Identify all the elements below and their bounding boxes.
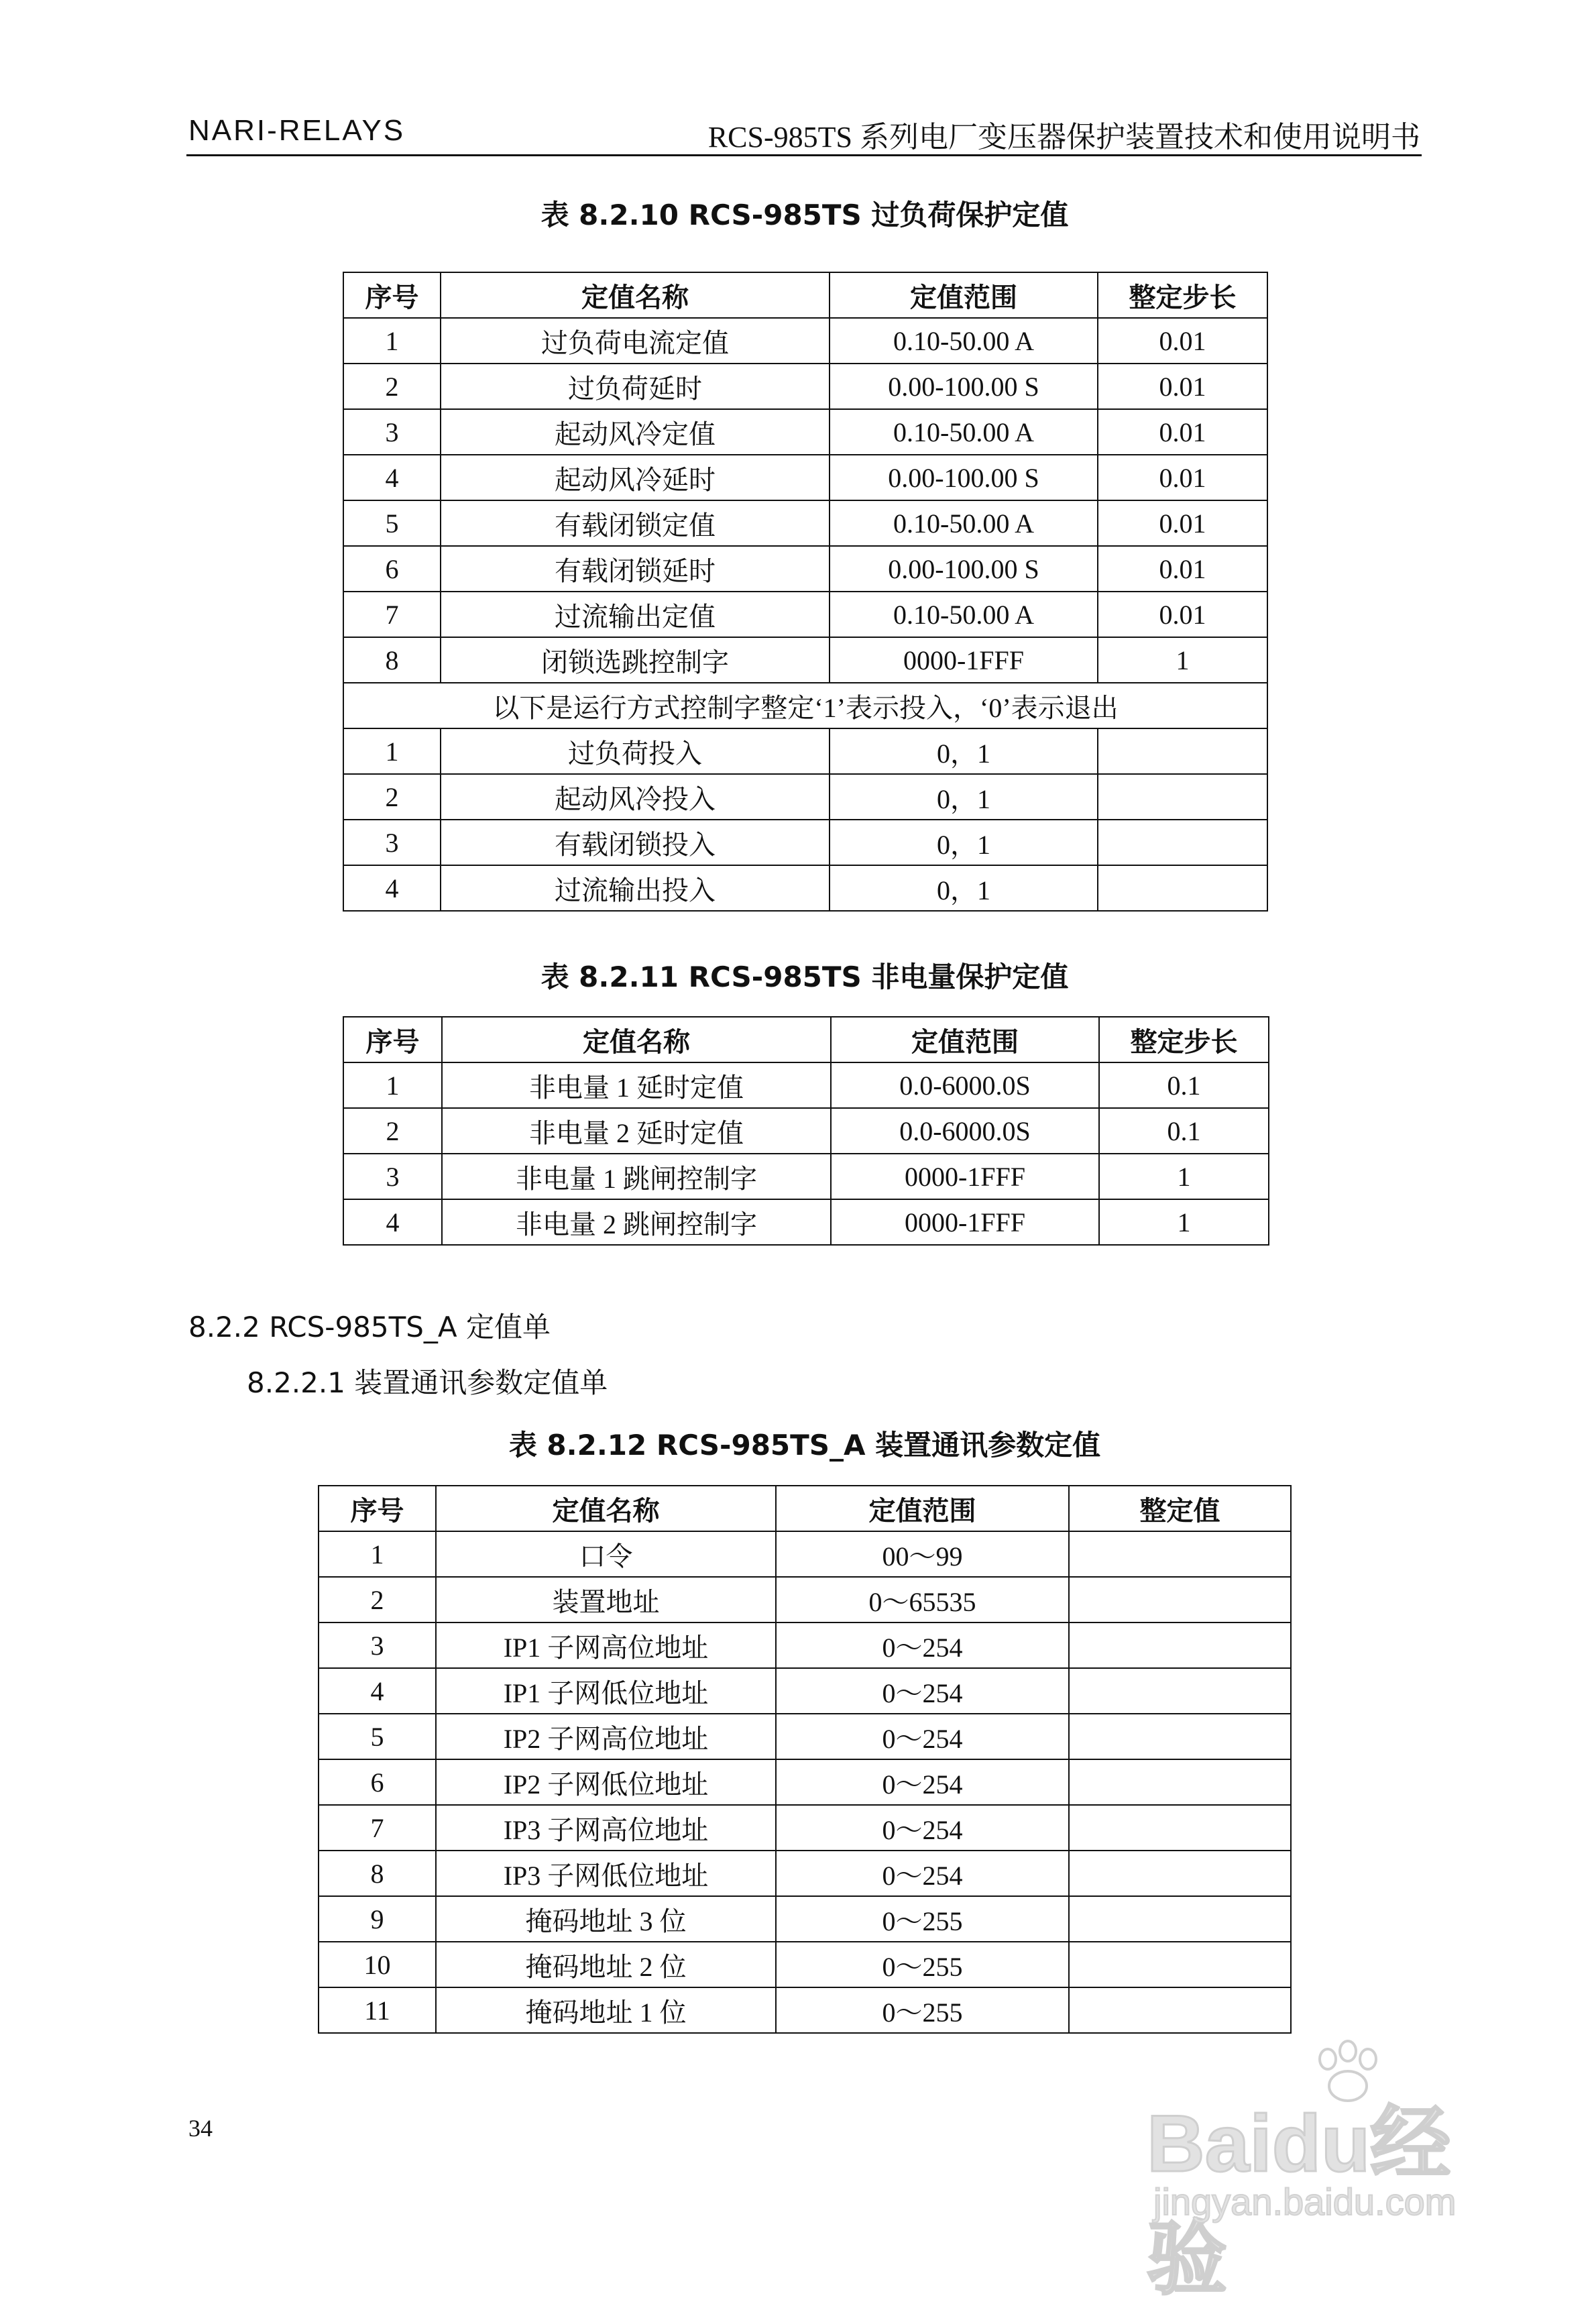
cell-index: 9 — [319, 1896, 436, 1942]
column-header-setting-step: 整定步长 — [1098, 272, 1267, 318]
communication-settings-table — [318, 1485, 1292, 2034]
table-row — [343, 637, 1267, 683]
table-row — [319, 1759, 1291, 1805]
table1-caption: 表 8.2.10 RCS-985TS 过负荷保护定值 — [540, 199, 1069, 231]
table-row — [343, 820, 1267, 865]
cell-setting-step: 0.01 — [1098, 409, 1267, 455]
cell-index: 3 — [319, 1622, 436, 1668]
cell-setting-step: 0.01 — [1098, 364, 1267, 409]
cell-setting-range: 0.00-100.00 S — [830, 455, 1098, 500]
column-header-index: 序号 — [319, 1486, 436, 1531]
table-note-row — [343, 683, 1267, 728]
cell-setting-range: 0～254 — [776, 1714, 1069, 1759]
watermark-logo: Baidu经验 — [1147, 2099, 1451, 2304]
cell-setting-name: IP1 子网高位地址 — [436, 1622, 776, 1668]
column-header-setting-name: 定值名称 — [441, 272, 830, 318]
cell-setting-step: 1 — [1098, 637, 1267, 683]
baidu-watermark — [1140, 2039, 1516, 2304]
cell-index: 1 — [343, 318, 441, 364]
cell-setting-name: IP1 子网低位地址 — [436, 1668, 776, 1714]
cell-setting-name: 过流输出定值 — [441, 592, 830, 637]
cell-index: 1 — [343, 1062, 442, 1108]
cell-setting-name: 非电量 2 延时定值 — [442, 1108, 831, 1154]
column-header-setting-step: 整定值 — [1069, 1486, 1291, 1531]
cell-setting-range: 0.10-50.00 A — [830, 500, 1098, 546]
table-header-row — [343, 272, 1267, 318]
table-header-row — [319, 1486, 1291, 1531]
cell-index: 1 — [343, 728, 441, 774]
cell-setting-step — [1069, 1577, 1291, 1622]
cell-setting-range: 0～255 — [776, 1987, 1069, 2033]
table3-caption: 表 8.2.12 RCS-985TS_A 装置通讯参数定值 — [508, 1429, 1101, 1462]
cell-setting-range: 0～254 — [776, 1759, 1069, 1805]
table-row — [319, 1851, 1291, 1896]
cell-setting-step — [1069, 1896, 1291, 1942]
table-row — [319, 1622, 1291, 1668]
cell-setting-name: 起动风冷延时 — [441, 455, 830, 500]
cell-setting-name: 有载闭锁定值 — [441, 500, 830, 546]
cell-setting-name: 口令 — [436, 1531, 776, 1577]
cell-index: 8 — [319, 1851, 436, 1896]
cell-setting-range: 0.10-50.00 A — [830, 592, 1098, 637]
cell-setting-range: 0.0-6000.0S — [831, 1062, 1099, 1108]
table-row — [343, 592, 1267, 637]
header-divider — [186, 154, 1422, 156]
cell-setting-name: 过负荷延时 — [441, 364, 830, 409]
cell-setting-step: 1 — [1099, 1154, 1269, 1199]
cell-index: 4 — [343, 455, 441, 500]
table-row — [343, 364, 1267, 409]
column-header-index: 序号 — [343, 1017, 442, 1062]
cell-setting-range: 0～255 — [776, 1896, 1069, 1942]
cell-setting-step: 0.1 — [1099, 1062, 1269, 1108]
cell-setting-name: IP3 子网低位地址 — [436, 1851, 776, 1896]
cell-index: 4 — [319, 1668, 436, 1714]
table-row — [343, 1154, 1269, 1199]
cell-setting-range: 0～254 — [776, 1805, 1069, 1851]
cell-setting-step: 0.01 — [1098, 455, 1267, 500]
cell-setting-name: 有载闭锁延时 — [441, 546, 830, 592]
cell-setting-range: 0，1 — [830, 728, 1098, 774]
cell-setting-name: IP2 子网低位地址 — [436, 1759, 776, 1805]
cell-setting-name: IP2 子网高位地址 — [436, 1714, 776, 1759]
cell-setting-name: 有载闭锁投入 — [441, 820, 830, 865]
overload-settings-table — [343, 272, 1268, 912]
table-row — [343, 728, 1267, 774]
table-row — [343, 865, 1267, 911]
subsection-heading: 8.2.2.1 装置通讯参数定值单 — [247, 1366, 608, 1399]
section-heading: 8.2.2 RCS-985TS_A 定值单 — [188, 1311, 551, 1343]
table-row — [319, 1668, 1291, 1714]
cell-setting-name: 起动风冷投入 — [441, 774, 830, 820]
cell-index: 7 — [343, 592, 441, 637]
cell-setting-range: 0.00-100.00 S — [830, 546, 1098, 592]
cell-setting-name: 非电量 1 延时定值 — [442, 1062, 831, 1108]
cell-setting-name: 掩码地址 3 位 — [436, 1896, 776, 1942]
cell-setting-range: 0.10-50.00 A — [830, 318, 1098, 364]
cell-index: 3 — [343, 1154, 442, 1199]
header-brand: NARI-RELAYS — [188, 114, 406, 147]
table-row — [343, 318, 1267, 364]
table-row — [319, 1987, 1291, 2033]
cell-setting-step — [1098, 865, 1267, 911]
cell-setting-step: 0.01 — [1098, 500, 1267, 546]
cell-setting-step — [1069, 1987, 1291, 2033]
cell-setting-step — [1069, 1531, 1291, 1577]
cell-setting-step — [1098, 774, 1267, 820]
cell-setting-name: 过流输出投入 — [441, 865, 830, 911]
cell-index: 2 — [343, 774, 441, 820]
cell-setting-step: 1 — [1099, 1199, 1269, 1245]
column-header-index: 序号 — [343, 272, 441, 318]
table-row — [343, 409, 1267, 455]
cell-index: 10 — [319, 1942, 436, 1987]
column-header-setting-range: 定值范围 — [830, 272, 1098, 318]
cell-index: 3 — [343, 820, 441, 865]
cell-index: 4 — [343, 865, 441, 911]
cell-setting-step — [1069, 1759, 1291, 1805]
cell-index: 3 — [343, 409, 441, 455]
cell-setting-range: 00～99 — [776, 1531, 1069, 1577]
cell-setting-range: 0，1 — [830, 865, 1098, 911]
cell-setting-step — [1069, 1851, 1291, 1896]
cell-setting-range: 0000-1FFF — [831, 1199, 1099, 1245]
cell-setting-range: 0，1 — [830, 774, 1098, 820]
column-header-setting-range: 定值范围 — [831, 1017, 1099, 1062]
cell-index: 2 — [319, 1577, 436, 1622]
cell-index: 2 — [343, 364, 441, 409]
table-row — [343, 500, 1267, 546]
cell-setting-range: 0～254 — [776, 1851, 1069, 1896]
column-header-setting-name: 定值名称 — [442, 1017, 831, 1062]
cell-setting-range: 0～254 — [776, 1668, 1069, 1714]
table-row — [319, 1942, 1291, 1987]
cell-setting-step — [1098, 820, 1267, 865]
table2-caption: 表 8.2.11 RCS-985TS 非电量保护定值 — [540, 960, 1069, 993]
cell-index: 7 — [319, 1805, 436, 1851]
cell-setting-step: 0.1 — [1099, 1108, 1269, 1154]
cell-setting-name: 过负荷电流定值 — [441, 318, 830, 364]
cell-setting-name: 装置地址 — [436, 1577, 776, 1622]
cell-setting-step: 0.01 — [1098, 318, 1267, 364]
cell-setting-range: 0～65535 — [776, 1577, 1069, 1622]
cell-index: 6 — [319, 1759, 436, 1805]
cell-index: 8 — [343, 637, 441, 683]
table-row — [319, 1805, 1291, 1851]
table-row — [343, 774, 1267, 820]
cell-index: 1 — [319, 1531, 436, 1577]
cell-setting-range: 0.10-50.00 A — [830, 409, 1098, 455]
table-row — [319, 1577, 1291, 1622]
cell-setting-range: 0.0-6000.0S — [831, 1108, 1099, 1154]
cell-setting-name: 非电量 1 跳闸控制字 — [442, 1154, 831, 1199]
cell-index: 6 — [343, 546, 441, 592]
table-row — [343, 546, 1267, 592]
cell-setting-step — [1069, 1942, 1291, 1987]
cell-setting-range: 0～254 — [776, 1622, 1069, 1668]
table-row — [343, 1062, 1269, 1108]
column-header-setting-step: 整定步长 — [1099, 1017, 1269, 1062]
cell-setting-step — [1069, 1805, 1291, 1851]
cell-setting-step: 0.01 — [1098, 592, 1267, 637]
watermark-url: jingyan.baidu.com — [1153, 2181, 1457, 2223]
cell-setting-range: 0～255 — [776, 1942, 1069, 1987]
cell-setting-name: IP3 子网高位地址 — [436, 1805, 776, 1851]
page-number: 34 — [188, 2115, 213, 2142]
cell-index: 5 — [343, 500, 441, 546]
cell-setting-step — [1069, 1714, 1291, 1759]
cell-setting-name: 起动风冷定值 — [441, 409, 830, 455]
cell-setting-name: 掩码地址 2 位 — [436, 1942, 776, 1987]
cell-setting-range: 0000-1FFF — [830, 637, 1098, 683]
table-row — [343, 455, 1267, 500]
cell-index: 5 — [319, 1714, 436, 1759]
cell-setting-step — [1069, 1668, 1291, 1714]
table-note: 以下是运行方式控制字整定‘1’表示投入，‘0’表示退出 — [343, 683, 1267, 728]
non-electrical-settings-table — [343, 1016, 1269, 1246]
table-header-row — [343, 1017, 1269, 1062]
cell-setting-step — [1069, 1622, 1291, 1668]
table-row — [319, 1714, 1291, 1759]
cell-setting-name: 过负荷投入 — [441, 728, 830, 774]
cell-index: 11 — [319, 1987, 436, 2033]
cell-setting-name: 闭锁选跳控制字 — [441, 637, 830, 683]
table-row — [343, 1108, 1269, 1154]
table-row — [319, 1531, 1291, 1577]
cell-setting-range: 0000-1FFF — [831, 1154, 1099, 1199]
cell-setting-step — [1098, 728, 1267, 774]
cell-setting-name: 非电量 2 跳闸控制字 — [442, 1199, 831, 1245]
table-row — [319, 1896, 1291, 1942]
column-header-setting-name: 定值名称 — [436, 1486, 776, 1531]
column-header-setting-range: 定值范围 — [776, 1486, 1069, 1531]
cell-index: 4 — [343, 1199, 442, 1245]
cell-setting-range: 0，1 — [830, 820, 1098, 865]
cell-setting-name: 掩码地址 1 位 — [436, 1987, 776, 2033]
cell-index: 2 — [343, 1108, 442, 1154]
cell-setting-step: 0.01 — [1098, 546, 1267, 592]
header-document-title: RCS-985TS 系列电厂变压器保护装置技术和使用说明书 — [707, 121, 1420, 154]
cell-setting-range: 0.00-100.00 S — [830, 364, 1098, 409]
table-row — [343, 1199, 1269, 1245]
